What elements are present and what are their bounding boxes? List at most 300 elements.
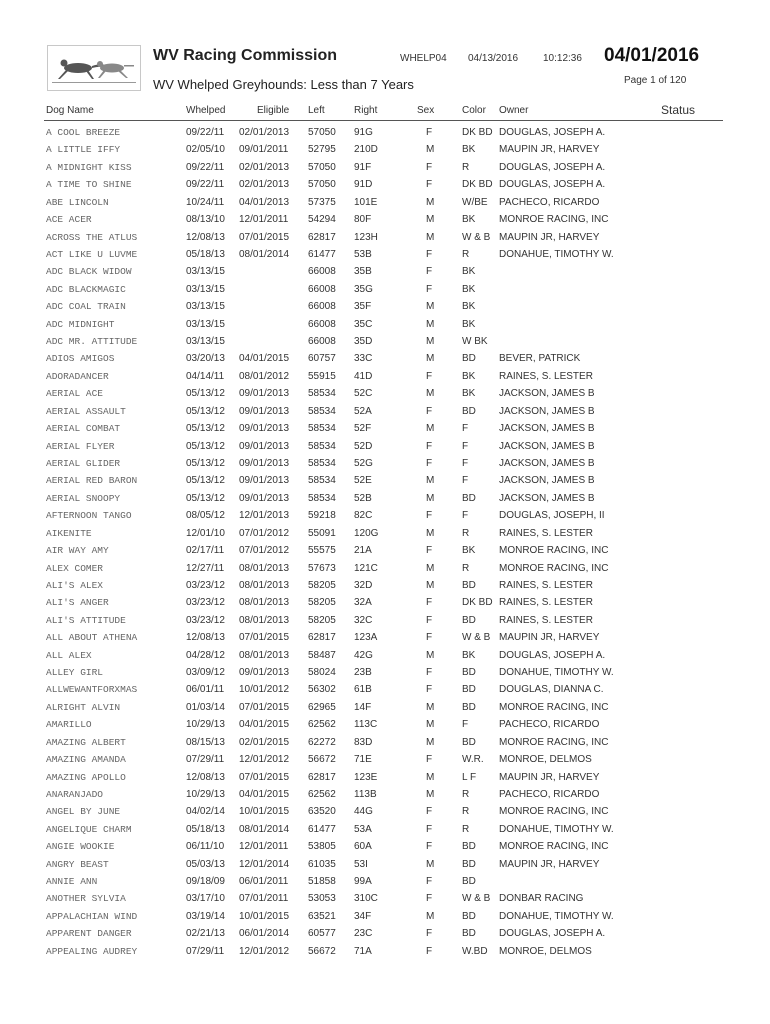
eligible-cell: 09/01/2013 — [239, 405, 290, 417]
whelped-cell: 05/18/13 — [186, 248, 225, 260]
eligible-cell: 02/01/2015 — [239, 736, 290, 748]
whelped-cell: 08/15/13 — [186, 736, 225, 748]
color-cell: BD — [462, 841, 476, 853]
sex-cell: F — [426, 928, 433, 940]
sex-cell: F — [426, 945, 433, 957]
sex-cell: M — [426, 858, 435, 870]
sex-cell: M — [426, 579, 435, 591]
left-ear-cell: 62817 — [308, 771, 336, 783]
sex-cell: M — [426, 788, 435, 800]
owner-cell: JACKSON, JAMES B — [499, 388, 595, 400]
table-row — [0, 928, 770, 945]
dog-name-cell: AERIAL ASSAULT — [46, 405, 126, 417]
table-row — [0, 214, 770, 231]
color-cell: R — [462, 562, 470, 574]
table-row — [0, 702, 770, 719]
eligible-cell: 07/01/2011 — [239, 893, 289, 905]
right-ear-cell: 23C — [354, 928, 373, 940]
owner-cell: DOUGLAS, JOSEPH A. — [499, 649, 606, 661]
owner-cell: DONAHUE, TIMOTHY W. — [499, 823, 614, 835]
whelped-cell: 09/18/09 — [186, 876, 225, 888]
sex-cell: M — [426, 475, 435, 487]
sex-cell: M — [426, 649, 435, 661]
right-ear-cell: 60A — [354, 841, 372, 853]
eligible-cell: 08/01/2013 — [239, 597, 290, 609]
dog-name-cell: ALL ALEX — [46, 649, 92, 661]
dog-name-cell: AERIAL GLIDER — [46, 457, 121, 469]
color-cell: F — [462, 440, 469, 452]
whelped-cell: 05/18/13 — [186, 823, 225, 835]
eligible-cell: 04/01/2015 — [239, 788, 290, 800]
sex-cell: M — [426, 231, 435, 243]
dog-name-cell: AERIAL ACE — [46, 388, 104, 400]
table-row — [0, 232, 770, 249]
right-ear-cell: 33C — [354, 353, 373, 365]
color-cell: R — [462, 527, 470, 539]
left-ear-cell: 62272 — [308, 736, 336, 748]
whelped-cell: 03/13/15 — [186, 301, 225, 313]
dog-name-cell: AMAZING APOLLO — [46, 771, 126, 783]
right-ear-cell: 52D — [354, 440, 373, 452]
whelped-cell: 04/02/14 — [186, 806, 225, 818]
table-row — [0, 301, 770, 318]
left-ear-cell: 62562 — [308, 788, 336, 800]
dog-name-cell: AIR WAY AMY — [46, 545, 109, 557]
right-ear-cell: 53B — [354, 248, 372, 260]
color-cell: W.R. — [462, 754, 484, 766]
eligible-cell: 07/01/2015 — [239, 632, 290, 644]
right-ear-cell: 32C — [354, 614, 373, 626]
left-ear-cell: 63521 — [308, 910, 336, 922]
table-row — [0, 197, 770, 214]
dog-name-cell: ANARANJADO — [46, 788, 104, 800]
col-eligible: Eligible — [257, 105, 290, 116]
col-left: Left — [308, 105, 325, 116]
color-cell: DK BD — [462, 179, 493, 191]
whelped-cell: 05/03/13 — [186, 858, 225, 870]
eligible-cell: 08/01/2013 — [239, 562, 290, 574]
right-ear-cell: 310C — [354, 893, 378, 905]
table-row — [0, 388, 770, 405]
right-ear-cell: 52C — [354, 388, 373, 400]
sex-cell: M — [426, 771, 435, 783]
dog-name-cell: ANGRY BEAST — [46, 858, 109, 870]
whelped-cell: 06/11/10 — [186, 841, 225, 853]
whelped-cell: 03/13/15 — [186, 318, 225, 330]
table-row — [0, 754, 770, 771]
owner-cell: MAUPIN JR, HARVEY — [499, 231, 600, 243]
table-row — [0, 806, 770, 823]
eligible-cell: 06/01/2011 — [239, 876, 289, 888]
eligible-cell: 07/01/2015 — [239, 701, 290, 713]
whelped-cell: 02/21/13 — [186, 928, 225, 940]
left-ear-cell: 52795 — [308, 144, 336, 156]
left-ear-cell: 58205 — [308, 597, 336, 609]
dog-name-cell: A TIME TO SHINE — [46, 179, 132, 191]
right-ear-cell: 21A — [354, 545, 372, 557]
whelped-cell: 07/29/11 — [186, 945, 225, 957]
whelped-cell: 06/01/11 — [186, 684, 225, 696]
eligible-cell: 12/01/2013 — [239, 510, 290, 522]
sex-cell: M — [426, 562, 435, 574]
color-cell: DK BD — [462, 597, 493, 609]
left-ear-cell: 58534 — [308, 423, 336, 435]
sex-cell: F — [426, 370, 433, 382]
left-ear-cell: 55575 — [308, 545, 336, 557]
whelped-cell: 08/13/10 — [186, 214, 225, 226]
dog-name-cell: ALEX COMER — [46, 562, 104, 574]
dog-name-cell: AMARILLO — [46, 719, 92, 731]
whelped-cell: 03/09/12 — [186, 667, 225, 679]
color-cell: BD — [462, 928, 476, 940]
eligible-cell: 12/01/2014 — [239, 858, 290, 870]
owner-cell: DOUGLAS, JOSEPH A. — [499, 179, 606, 191]
dog-name-cell: ALLWEWANTFORXMAS — [46, 684, 138, 696]
whelped-cell: 05/13/12 — [186, 423, 225, 435]
left-ear-cell: 53805 — [308, 841, 336, 853]
right-ear-cell: 23B — [354, 667, 372, 679]
sex-cell: F — [426, 283, 433, 295]
table-row — [0, 266, 770, 283]
table-row — [0, 911, 770, 928]
sex-cell: F — [426, 440, 433, 452]
color-cell: BK — [462, 283, 476, 295]
sex-cell: F — [426, 510, 433, 522]
color-cell: R — [462, 806, 470, 818]
sex-cell: F — [426, 179, 433, 191]
dog-name-cell: ACT LIKE U LUVME — [46, 248, 138, 260]
dog-name-cell: ALI'S ANGER — [46, 597, 109, 609]
owner-cell: RAINES, S. LESTER — [499, 614, 593, 626]
eligible-cell: 09/01/2013 — [239, 440, 290, 452]
owner-cell: MONROE RACING, INC — [499, 214, 609, 226]
dog-name-cell: ADC MIDNIGHT — [46, 318, 115, 330]
left-ear-cell: 57050 — [308, 161, 336, 173]
owner-cell: MONROE, DELMOS — [499, 754, 592, 766]
owner-cell: MAUPIN JR, HARVEY — [499, 771, 600, 783]
owner-cell: MONROE, DELMOS — [499, 945, 592, 957]
sex-cell: M — [426, 318, 435, 330]
owner-cell: PACHECO, RICARDO — [499, 788, 600, 800]
left-ear-cell: 61477 — [308, 823, 336, 835]
color-cell: F — [462, 719, 469, 731]
owner-cell: RAINES, S. LESTER — [499, 527, 593, 539]
left-ear-cell: 55091 — [308, 527, 336, 539]
right-ear-cell: 52F — [354, 423, 372, 435]
eligible-cell: 12/01/2011 — [239, 841, 289, 853]
sex-cell: M — [426, 719, 435, 731]
left-ear-cell: 57375 — [308, 196, 336, 208]
print-date: 04/13/2016 — [468, 53, 519, 64]
table-row — [0, 684, 770, 701]
table-row — [0, 597, 770, 614]
table-row — [0, 371, 770, 388]
left-ear-cell: 58534 — [308, 440, 336, 452]
left-ear-cell: 66008 — [308, 336, 336, 348]
sex-cell: F — [426, 806, 433, 818]
whelped-cell: 12/08/13 — [186, 771, 225, 783]
whelped-cell: 07/29/11 — [186, 754, 225, 766]
whelped-cell: 03/23/12 — [186, 614, 225, 626]
dog-name-cell: APPALACHIAN WIND — [46, 910, 138, 922]
table-row — [0, 528, 770, 545]
left-ear-cell: 58487 — [308, 649, 336, 661]
left-ear-cell: 61477 — [308, 248, 336, 260]
table-row — [0, 284, 770, 301]
dog-name-cell: AFTERNOON TANGO — [46, 510, 132, 522]
sex-cell: F — [426, 754, 433, 766]
dog-name-cell: ADORADANCER — [46, 370, 109, 382]
right-ear-cell: 120G — [354, 527, 379, 539]
table-row — [0, 876, 770, 893]
owner-cell: DONBAR RACING — [499, 893, 584, 905]
whelped-cell: 09/22/11 — [186, 127, 225, 138]
right-ear-cell: 123H — [354, 231, 378, 243]
color-cell: BK — [462, 388, 476, 400]
dog-name-cell: ALI'S ATTITUDE — [46, 614, 126, 626]
eligible-cell: 08/01/2012 — [239, 370, 290, 382]
table-row — [0, 336, 770, 353]
sex-cell: M — [426, 196, 435, 208]
color-cell: BD — [462, 910, 476, 922]
sex-cell: F — [426, 248, 433, 260]
whelped-cell: 09/22/11 — [186, 161, 225, 173]
right-ear-cell: 34F — [354, 910, 372, 922]
owner-cell: MONROE RACING, INC — [499, 806, 609, 818]
sex-cell: F — [426, 405, 433, 417]
color-cell: W & B — [462, 893, 491, 905]
whelped-cell: 05/13/12 — [186, 440, 225, 452]
eligible-cell: 02/01/2013 — [239, 161, 290, 173]
left-ear-cell: 57050 — [308, 179, 336, 191]
table-row — [0, 615, 770, 632]
dog-name-cell: AMAZING AMANDA — [46, 754, 126, 766]
table-row — [0, 667, 770, 684]
col-whelped: Whelped — [186, 105, 226, 116]
sex-cell: F — [426, 127, 433, 138]
right-ear-cell: 101E — [354, 196, 378, 208]
eligible-cell: 09/01/2013 — [239, 475, 290, 487]
table-row — [0, 632, 770, 649]
whelped-cell: 10/29/13 — [186, 719, 225, 731]
eligible-cell: 04/01/2015 — [239, 719, 290, 731]
color-cell: BK — [462, 649, 476, 661]
color-cell: W.BD — [462, 945, 488, 957]
whelped-cell: 12/08/13 — [186, 231, 225, 243]
owner-cell: JACKSON, JAMES B — [499, 475, 595, 487]
right-ear-cell: 35D — [354, 336, 373, 348]
right-ear-cell: 32D — [354, 579, 373, 591]
table-row — [0, 650, 770, 667]
left-ear-cell: 58534 — [308, 405, 336, 417]
sex-cell: M — [426, 301, 435, 313]
left-ear-cell: 55915 — [308, 370, 336, 382]
owner-cell: MONROE RACING, INC — [499, 545, 609, 557]
color-cell: BD — [462, 684, 476, 696]
eligible-cell: 10/01/2015 — [239, 806, 290, 818]
table-row — [0, 946, 770, 963]
color-cell: F — [462, 457, 469, 469]
right-ear-cell: 210D — [354, 144, 378, 156]
dog-name-cell: AMAZING ALBERT — [46, 736, 126, 748]
left-ear-cell: 62817 — [308, 632, 336, 644]
sex-cell: M — [426, 144, 435, 156]
whelped-cell: 05/13/12 — [186, 388, 225, 400]
right-ear-cell: 41D — [354, 370, 373, 382]
left-ear-cell: 61035 — [308, 858, 336, 870]
owner-cell: JACKSON, JAMES B — [499, 457, 595, 469]
eligible-cell: 09/01/2013 — [239, 492, 290, 504]
eligible-cell: 08/01/2013 — [239, 614, 290, 626]
sex-cell: F — [426, 893, 433, 905]
owner-cell: MONROE RACING, INC — [499, 736, 609, 748]
table-row — [0, 179, 770, 196]
color-cell: BD — [462, 353, 476, 365]
whelped-cell: 10/29/13 — [186, 788, 225, 800]
color-cell: BD — [462, 701, 476, 713]
table-row — [0, 563, 770, 580]
left-ear-cell: 53053 — [308, 893, 336, 905]
dog-name-cell: ANGELIQUE CHARM — [46, 823, 132, 835]
table-row — [0, 162, 770, 179]
dog-name-cell: ALRIGHT ALVIN — [46, 701, 121, 713]
color-cell: BD — [462, 858, 476, 870]
right-ear-cell: 123A — [354, 632, 378, 644]
left-ear-cell: 56672 — [308, 754, 336, 766]
right-ear-cell: 35G — [354, 283, 373, 295]
owner-cell: MONROE RACING, INC — [499, 562, 609, 574]
left-ear-cell: 62562 — [308, 719, 336, 731]
owner-cell: RAINES, S. LESTER — [499, 597, 593, 609]
dog-name-cell: ALI'S ALEX — [46, 579, 104, 591]
whelped-cell: 05/13/12 — [186, 457, 225, 469]
owner-cell: DOUGLAS, JOSEPH A. — [499, 928, 606, 940]
owner-cell: JACKSON, JAMES B — [499, 405, 595, 417]
eligible-cell: 06/01/2014 — [239, 928, 290, 940]
col-sex: Sex — [417, 105, 435, 116]
col-right: Right — [354, 105, 378, 116]
color-cell: F — [462, 423, 469, 435]
eligible-cell: 08/01/2014 — [239, 248, 290, 260]
whelped-cell: 03/23/12 — [186, 579, 225, 591]
right-ear-cell: 123E — [354, 771, 378, 783]
left-ear-cell: 63520 — [308, 806, 336, 818]
dog-name-cell: ALLEY GIRL — [46, 667, 104, 679]
color-cell: F — [462, 475, 469, 487]
owner-cell: MAUPIN JR, HARVEY — [499, 144, 600, 156]
right-ear-cell: 52E — [354, 475, 372, 487]
dog-name-cell: APPEALING AUDREY — [46, 945, 138, 957]
color-cell: W & B — [462, 231, 491, 243]
whelped-cell: 12/08/13 — [186, 632, 225, 644]
sex-cell: M — [426, 214, 435, 226]
whelped-cell: 03/13/15 — [186, 336, 225, 348]
eligible-cell: 09/01/2013 — [239, 457, 290, 469]
owner-cell: DOUGLAS, JOSEPH A. — [499, 161, 606, 173]
col-owner: Owner — [499, 105, 529, 116]
dog-name-cell: AERIAL RED BARON — [46, 475, 138, 487]
eligible-cell: 08/01/2014 — [239, 823, 290, 835]
color-cell: BD — [462, 405, 476, 417]
whelped-cell: 08/05/12 — [186, 510, 225, 522]
report-title: WV Racing Commission — [153, 47, 338, 64]
owner-cell: JACKSON, JAMES B — [499, 440, 595, 452]
eligible-cell: 02/01/2013 — [239, 179, 290, 191]
right-ear-cell: 52B — [354, 492, 372, 504]
table-row — [0, 353, 770, 370]
owner-cell: DOUGLAS, JOSEPH, II — [499, 510, 605, 522]
left-ear-cell: 59218 — [308, 510, 336, 522]
right-ear-cell: 35F — [354, 301, 372, 313]
left-ear-cell: 56672 — [308, 945, 336, 957]
color-cell: W/BE — [462, 196, 488, 208]
dog-name-cell: A MIDNIGHT KISS — [46, 161, 132, 173]
dog-name-cell: ADC COAL TRAIN — [46, 301, 126, 313]
left-ear-cell: 66008 — [308, 318, 336, 330]
whelped-cell: 02/05/10 — [186, 144, 225, 156]
dog-name-cell: ADIOS AMIGOS — [46, 353, 115, 365]
sex-cell: F — [426, 684, 433, 696]
color-cell: R — [462, 788, 470, 800]
whelped-cell: 03/17/10 — [186, 893, 225, 905]
color-cell: BK — [462, 318, 476, 330]
right-ear-cell: 121C — [354, 562, 378, 574]
left-ear-cell: 57673 — [308, 562, 336, 574]
sex-cell: F — [426, 823, 433, 835]
sex-cell: M — [426, 336, 435, 348]
whelped-cell: 12/01/10 — [186, 527, 225, 539]
color-cell: W BK — [462, 336, 488, 348]
dog-name-cell: AERIAL FLYER — [46, 440, 115, 452]
whelped-cell: 03/13/15 — [186, 283, 225, 295]
table-row — [0, 319, 770, 336]
sex-cell: M — [426, 527, 435, 539]
col-color: Color — [462, 105, 486, 116]
eligible-cell: 10/01/2012 — [239, 684, 290, 696]
sex-cell: F — [426, 597, 433, 609]
page-indicator: Page 1 of 120 — [624, 75, 687, 86]
owner-cell: DOUGLAS, JOSEPH A. — [499, 127, 606, 138]
table-row — [0, 458, 770, 475]
eligible-cell: 07/01/2015 — [239, 231, 290, 243]
owner-cell: PACHECO, RICARDO — [499, 196, 600, 208]
owner-cell: DONAHUE, TIMOTHY W. — [499, 248, 614, 260]
right-ear-cell: 35B — [354, 266, 372, 278]
right-ear-cell: 14F — [354, 701, 372, 713]
color-cell: DK BD — [462, 127, 493, 138]
color-cell: BK — [462, 266, 476, 278]
left-ear-cell: 58024 — [308, 667, 336, 679]
dog-name-cell: ANGEL BY JUNE — [46, 806, 121, 818]
dog-name-cell: ACROSS THE ATLUS — [46, 231, 138, 243]
right-ear-cell: 80F — [354, 214, 372, 226]
greyhound-logo — [47, 45, 141, 91]
eligible-cell: 07/01/2012 — [239, 527, 290, 539]
eligible-cell: 07/01/2015 — [239, 771, 290, 783]
right-ear-cell: 42G — [354, 649, 373, 661]
dog-name-cell: AERIAL COMBAT — [46, 423, 121, 435]
owner-cell: PACHECO, RICARDO — [499, 719, 600, 731]
whelped-cell: 03/19/14 — [186, 910, 225, 922]
dog-name-cell: ADC BLACKMAGIC — [46, 283, 126, 295]
whelped-cell: 04/14/11 — [186, 370, 225, 382]
eligible-cell: 10/01/2015 — [239, 910, 290, 922]
whelped-cell: 05/13/12 — [186, 492, 225, 504]
header-rule — [44, 120, 723, 121]
eligible-cell: 04/01/2013 — [239, 196, 290, 208]
whelped-cell: 03/23/12 — [186, 597, 225, 609]
whelped-cell: 05/13/12 — [186, 475, 225, 487]
